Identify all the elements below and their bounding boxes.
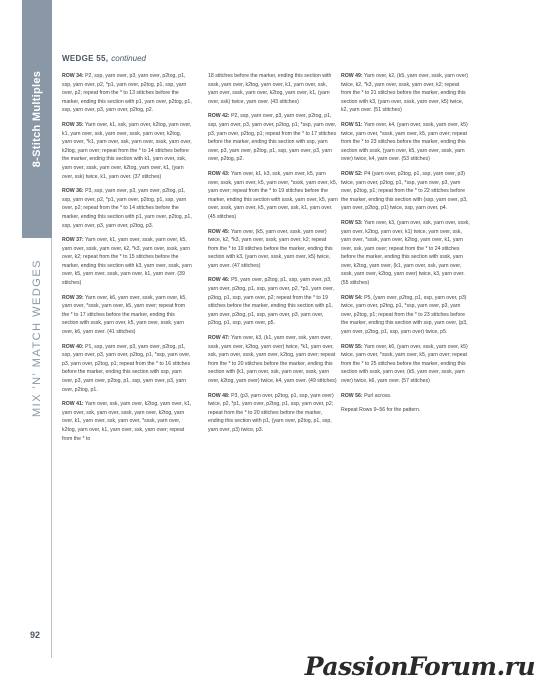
- row-label: ROW 56:: [341, 392, 363, 399]
- pattern-row-paragraph: [62, 400, 192, 443]
- pattern-row-paragraph: [62, 121, 192, 181]
- text-column-1: [62, 72, 192, 449]
- row-label: ROW 48:: [208, 392, 230, 399]
- pattern-row-paragraph: [341, 72, 471, 115]
- row-instructions: P5, (yarn over, p2tog, p1, ssp, yarn over, p3) twice, yarn over, p2tog, p1, *ssp, yarn over, p3, yarn over, p2tog, p1; repeat from the * to 23 stitches before the marker, ending this section with ssp, yarn over, (p3, yarn over, p2tog, p1, ssp, yarn over) twice, p5.: [341, 294, 468, 336]
- pattern-row-paragraph: [341, 121, 471, 164]
- row-label: ROW 47:: [208, 335, 230, 342]
- row-label: ROW 46:: [208, 277, 230, 284]
- watermark: PassionForum.ru: [304, 652, 535, 681]
- pattern-row-paragraph: [208, 228, 338, 271]
- row-label: ROW 39:: [62, 294, 84, 301]
- row-instructions: Yarn over, k3, (k1, yarn over, ssk, yarn over, sssk, yarn over, k2tog, yarn over) twice, *k1, yarn over, ssk, yarn over, sssk, yarn over, k2tog, yarn over; repeat from the * to 20 stitches before the marker, ending this section with (k1, yarn over, ssk, yarn over, sssk, yarn over, k2tog, yarn over) twice, k4, yarn over. (49 stitches): [208, 335, 337, 384]
- row-instructions: Yarn over, ssk, yarn over, k2tog, yarn over, k1, yarn over, ssk, yarn over, sssk, yarn over, k2tog, yarn over, k1, yarn over, ssk, yarn over, *sssk, yarn over, k2tog, yarn over, k1, yarn over, ssk, yarn over; repeat from the * to: [62, 401, 192, 442]
- pattern-row-paragraph: [341, 343, 471, 386]
- text-column-2: [208, 72, 338, 441]
- row-label: ROW 53:: [341, 219, 363, 226]
- row-label: ROW 51:: [341, 121, 363, 128]
- row-label: ROW 43:: [208, 170, 230, 177]
- section-tab-label: 8-Stitch Multiples: [31, 70, 43, 168]
- row-instructions: P3, ssp, yarn over, p3, yarn over, p2tog, p1, ssp, yarn over, p2, *p1, yarn over, p2tog, p1, ssp, yarn over, p2; repeat from the * to 14 stitches before the marker, ending this section with p1, yarn over, p2tog, p1, ssp, yarn over, p3, yarn over, p2tog, p3.: [62, 188, 192, 229]
- row-label: ROW 36:: [62, 188, 84, 195]
- row-instructions: Yarn over, k6, (yarn over, sssk, yarn over, k5) twice, yarn over, *sssk, yarn over, k5, yarn over; repeat from the * to 25 stitches before the marker, ending this section with sssk, yarn over, (k5, yarn over, sssk, yarn over) twice, k6, yarn over. (57 stitches): [341, 343, 468, 384]
- row-label: ROW 45:: [208, 228, 230, 235]
- row-label: ROW 54:: [341, 294, 363, 301]
- row-instructions: P4 (yarn over, p2tog, p1, ssp, yarn over, p3) twice, yarn over, p2tog, p1, *ssp, yarn over, p3, yarn over, p2tog, p1; repeat from the * to 22 stitches before the marker, ending this section with (ssp, yarn over, p3, yarn over, p2tog, p1) twice, ssp, yarn over, p4.: [341, 170, 468, 212]
- pattern-row-paragraph: [341, 170, 471, 213]
- pattern-row-paragraph: [341, 392, 471, 401]
- row-instructions: Repeat Rows 9–56 for the pattern.: [341, 407, 421, 414]
- pattern-row-paragraph: [341, 406, 471, 415]
- row-label: ROW 52:: [341, 170, 363, 177]
- row-label: ROW 37:: [62, 237, 84, 244]
- continued-label: continued: [111, 54, 146, 63]
- row-instructions: Yarn over, k1, k3, ssk, yarn over, k5, yarn over, sssk, yarn over, k5, yarn over, *sssk, yarn over, k5, yarn over; repeat from the * to 19 stitches before the marker, ending this section with sssk, yarn over, k5, yarn over, sssk, yarn over, k5, yarn over, ssk, k1, yarn over. (45 stitches): [208, 170, 338, 220]
- row-instructions: P5, yarn over, p2tog, p1, ssp, yarn over, p3, yarn over, p2tog, p1, ssp, yarn over, p2, *p1, yarn over, p2tog, p1, ssp, yarn over, p2; repeat from the * to 19 stitches before the marker, ending this section with p1, yarn over, p2tog, p1, ssp, yarn over, p3, yarn over, p2tog, p1, ssp, yarn over, p5.: [208, 277, 335, 327]
- row-instructions: Yarn over, k3, (yarn over, ssk, yarn over, sssk, yarn over, k2tog, yarn over, k1) twice, yarn over, ssk, yarn over, *sssk, yarn over, k2tog, yarn over, k1, yarn over, ssk, yarn over; repeat from the * to 24 stitches before the marker, ending this section with sssk, yarn over, k2tog, yarn over, (k1, yarn over, ssk, yarn over, sssk, yarn over, k2tog, yarn over) twice, k3, yarn over. (55 stitches): [341, 219, 470, 287]
- pattern-row-paragraph: [62, 343, 192, 395]
- section-title: WEDGE 55,: [62, 54, 109, 63]
- text-column-3: [341, 72, 471, 421]
- pattern-row-paragraph: [208, 276, 338, 328]
- row-label: ROW 35:: [62, 121, 84, 128]
- pattern-row-paragraph: [62, 72, 192, 115]
- row-label: ROW 55:: [341, 343, 363, 350]
- row-instructions: Purl across.: [364, 392, 392, 399]
- row-instructions: P2, ssp, yarn over, p3, yarn over, p2tog, p1, ssp, yarn over, p3, yarn over, p2tog, p1; *ssp, yarn over, p3, yarn over, p2tog, p1; repeat from the * to 17 stitches before the marker, ending this section with ssp, yarn over, p3, yarn over, p2tog, p1, ssp, yarn over, p3, yarn over, p2tog, p2.: [208, 113, 337, 163]
- row-instructions: Yarn over, k1, yarn over, sssk, yarn over, k5, yarn over, sssk, yarn over, k2, *k3, yarn over, sssk, yarn over, k2; repeat from the * to 15 stitches before the marker, ending this section with k3, yarn over, sssk, yarn over, k5, yarn over, sssk, yarn over, k1, yarn over. (39 stitches): [62, 237, 192, 287]
- pattern-row-paragraph: [208, 112, 338, 164]
- row-instructions: Yarn over, k6, yarn over, sssk, yarn over, k5, yarn over, *sssk, yarn over, k5, yarn over; repeat from the * to 17 stitches before the marker, ending this section with sssk, yarn over, k5, yarn over, sssk, yarn over, k6, yarn over. (41 stitches): [62, 294, 187, 336]
- row-instructions: 18 stitches before the marker, ending this section with sssk, yarn over, k2tog, yarn over, k1, yarn over, ssk, yarn over, sssk, yarn over, k2tog, yarn over, k1, (yarn over, ssk) twice, yarn over. (43 stitches): [208, 73, 332, 105]
- pattern-row-paragraph: [62, 294, 192, 337]
- pattern-row-paragraph: [62, 236, 192, 288]
- section-header: [62, 54, 146, 63]
- pattern-row-paragraph: [208, 170, 338, 222]
- row-label: ROW 34:: [62, 73, 84, 79]
- page-number: 92: [30, 630, 41, 640]
- row-instructions: Yarn over, (k5, yarn over, sssk, yarn over) twice, k2, *k3, yarn over, sssk, yarn over, k2; repeat from the * to 19 stitches before the marker, ending this section with k3, (yarn over, sssk, yarn over, k5) twice, yarn over. (47 stitches): [208, 228, 333, 269]
- row-label: ROW 49:: [341, 73, 363, 79]
- chapter-label: MIX 'N' MATCH WEDGES: [31, 258, 43, 418]
- row-label: ROW 40:: [62, 343, 84, 350]
- pattern-row-paragraph: [208, 334, 338, 386]
- row-instructions: Yarn over, k4, (yarn over, sssk, yarn over, k5) twice, yarn over, *sssk, yarn over, k5, yarn over; repeat from the * to 23 stitches before the marker, ending this section with sssk, (yarn over, k5, yarn over, sssk, yarn over) twice, k4, yarn over. (53 stitches): [341, 121, 468, 163]
- row-instructions: P2, ssp, yarn over, p3, yarn over, p2tog, p1, ssp, yarn over, p2, *p1, yarn over, p2tog, p1, ssp, yarn over, p2; repeat from the * to 13 stitches before the marker, ending this section with p1, yarn over, p2tog, p1, ssp, yarn over, p3, yarn over, p2tog, p2.: [62, 73, 192, 114]
- pattern-row-paragraph: [208, 72, 338, 106]
- pattern-row-paragraph: [341, 219, 471, 288]
- row-instructions: P3, (p3, yarn over, p2tog, p1, ssp, yarn over) twice, p2, *p1, yarn over, p2tog, p1, ssp, yarn over, p2; repeat from the * to 20 stitches before the marker, ending this section with p1, (yarn over, p2tog, p1, ssp, yarn over, p3) twice, p3.: [208, 392, 334, 433]
- row-instructions: P1, ssp, yarn over, p3, yarn over, p2tog, p1, ssp, yarn over, p3, yarn over, p2tog, p1, *ssp, yarn over, p3, yarn over, p2tog, p1; repeat from the * to 16 stitches before the marker, ending this section with ssp, yarn over, p3, yarn over, p2tog, p1, ssp, yarn over, p3, yarn over, p2tog, p1.: [62, 343, 191, 393]
- row-label: ROW 41:: [62, 401, 84, 408]
- pattern-row-paragraph: [62, 187, 192, 230]
- row-label: ROW 42:: [208, 113, 230, 120]
- row-instructions: Yarn over, k1, ssk, yarn over, k2tog, yarn over, k1, yarn over, ssk, yarn over, sssk, yarn over, k2tog, yarn over, *k1, yarn over, ssk, yarn over, sssk, yarn over, k2tog, yarn over; repeat from the * to 14 stitches before the marker, ending this section with k1, yarn over, ssk, yarn over, sssk, yarn over, k2tog, yarn over, k1, (yarn over, ssk) twice, k1, yarn over. (37 stitches): [62, 121, 192, 180]
- pattern-row-paragraph: [208, 392, 338, 435]
- pattern-row-paragraph: [341, 294, 471, 337]
- row-instructions: Yarn over, k2, (k5, yarn over, sssk, yarn over) twice, k2, *k3, yarn over, sssk, yarn over, k2; repeat from the * to 21 stitches before the marker, ending this section with k3, (yarn over, sssk, yarn over, k5) twice, k2, yarn over. (51 stitches): [341, 73, 468, 114]
